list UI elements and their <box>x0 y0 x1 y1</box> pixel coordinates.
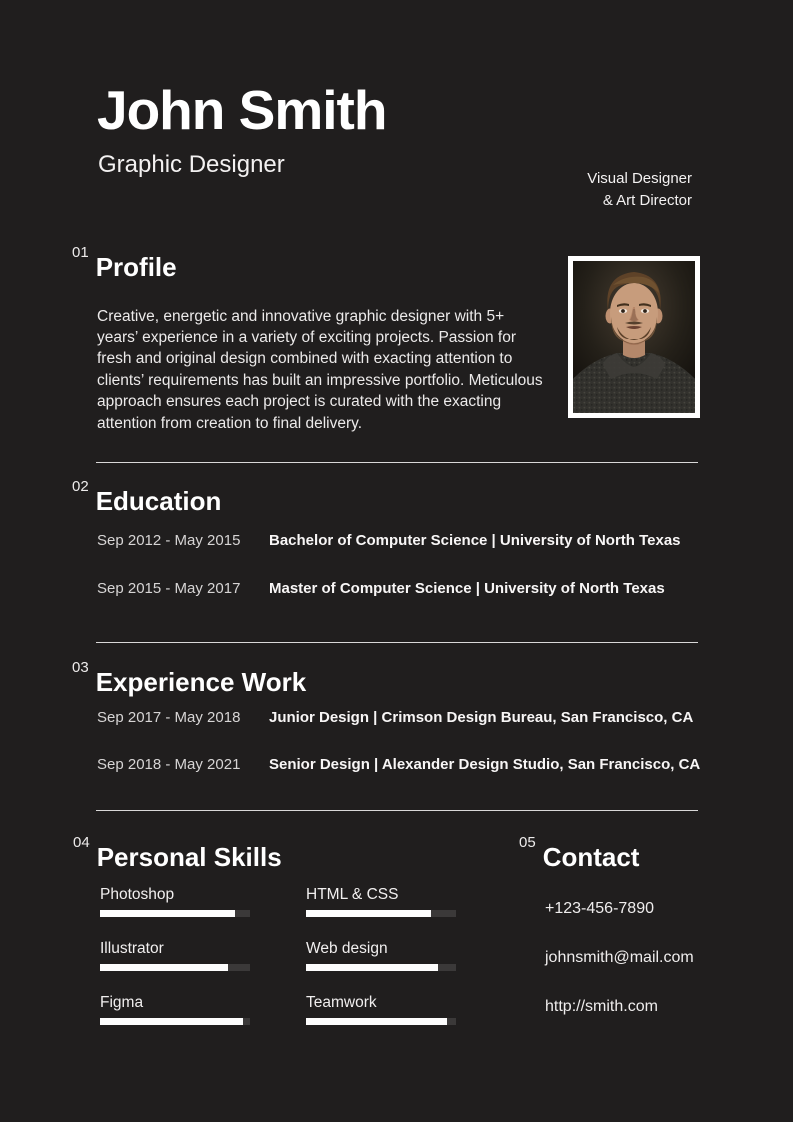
skill-label: Figma <box>100 994 144 1011</box>
portrait-illustration <box>573 261 695 413</box>
profile-text: Creative, energetic and innovative graphic designer with 5+ years’ experience in a variety of exciting projects. Passion for fresh and original design combined with exacting attention to clients’ requirements has built an impressive portfolio. Meticulous approach ensures each project is curated with the exacting attention from creation to final delivery. <box>97 307 543 432</box>
skill-item <box>306 994 456 1025</box>
skill-label: Illustrator <box>100 940 164 957</box>
education-row <box>97 531 681 550</box>
section-title: Contact <box>542 842 640 872</box>
section-title: Profile <box>95 252 177 282</box>
skill-item <box>306 886 456 917</box>
skill-label: Web design <box>306 940 388 957</box>
skill-item <box>100 994 250 1025</box>
education-detail: Bachelor of Computer Science | University of North Texas <box>269 532 681 549</box>
education-dates: Sep 2012 - May 2015 <box>97 532 241 549</box>
skill-bar-fill <box>100 1018 243 1025</box>
skill-item <box>306 940 456 971</box>
section-title: Education <box>95 486 222 516</box>
role-subtitle: Graphic Designer <box>98 151 285 178</box>
skill-bar <box>100 910 250 917</box>
contact-website: http://smith.com <box>545 998 658 1015</box>
profile-photo <box>568 256 700 418</box>
skills-column-right <box>306 886 456 1048</box>
divider <box>96 642 698 643</box>
divider <box>96 462 698 463</box>
experience-detail: Junior Design | Crimson Design Bureau, San Francisco, CA <box>269 709 694 726</box>
section-number: 01 <box>72 244 89 261</box>
education-section-heading <box>72 478 222 516</box>
skill-bar-fill <box>306 910 431 917</box>
name-heading: John Smith <box>97 79 387 141</box>
skill-bar <box>100 1018 250 1025</box>
contact-list <box>545 900 694 1047</box>
skill-label: HTML & CSS <box>306 886 399 903</box>
education-row <box>97 579 665 598</box>
section-title: Personal Skills <box>96 842 282 872</box>
section-number: 03 <box>72 659 89 676</box>
skill-bar <box>306 964 456 971</box>
contact-section-heading <box>519 834 640 872</box>
experience-dates: Sep 2018 - May 2021 <box>97 756 241 773</box>
section-number: 04 <box>73 834 90 851</box>
skills-section-heading <box>73 834 282 872</box>
skill-bar <box>306 1018 456 1025</box>
education-dates: Sep 2015 - May 2017 <box>97 580 241 597</box>
skills-column-left <box>100 886 250 1048</box>
experience-section-heading <box>72 659 307 697</box>
experience-row <box>97 708 693 727</box>
side-title <box>587 168 692 211</box>
skill-bar-fill <box>100 964 228 971</box>
profile-section-heading <box>72 244 177 282</box>
experience-dates: Sep 2017 - May 2018 <box>97 709 241 726</box>
skill-label: Teamwork <box>306 994 377 1011</box>
skill-label: Photoshop <box>100 886 175 903</box>
skill-bar <box>306 910 456 917</box>
side-title-line1: Visual Designer <box>587 170 692 187</box>
skill-bar-fill <box>306 964 438 971</box>
skill-bar-fill <box>100 910 235 917</box>
experience-row <box>97 755 700 774</box>
section-number: 05 <box>519 834 536 851</box>
section-number: 02 <box>72 478 89 495</box>
divider <box>96 810 698 811</box>
side-title-line2: & Art Director <box>602 191 692 209</box>
section-title: Experience Work <box>95 667 307 697</box>
skill-bar <box>100 964 250 971</box>
contact-phone: +123-456-7890 <box>545 900 654 917</box>
skill-bar-fill <box>306 1018 447 1025</box>
skill-item <box>100 940 250 971</box>
contact-email: johnsmith@mail.com <box>545 949 694 966</box>
education-detail: Master of Computer Science | University of North Texas <box>269 580 665 597</box>
skill-item <box>100 886 250 917</box>
experience-detail: Senior Design | Alexander Design Studio, San Francisco, CA <box>269 756 701 773</box>
